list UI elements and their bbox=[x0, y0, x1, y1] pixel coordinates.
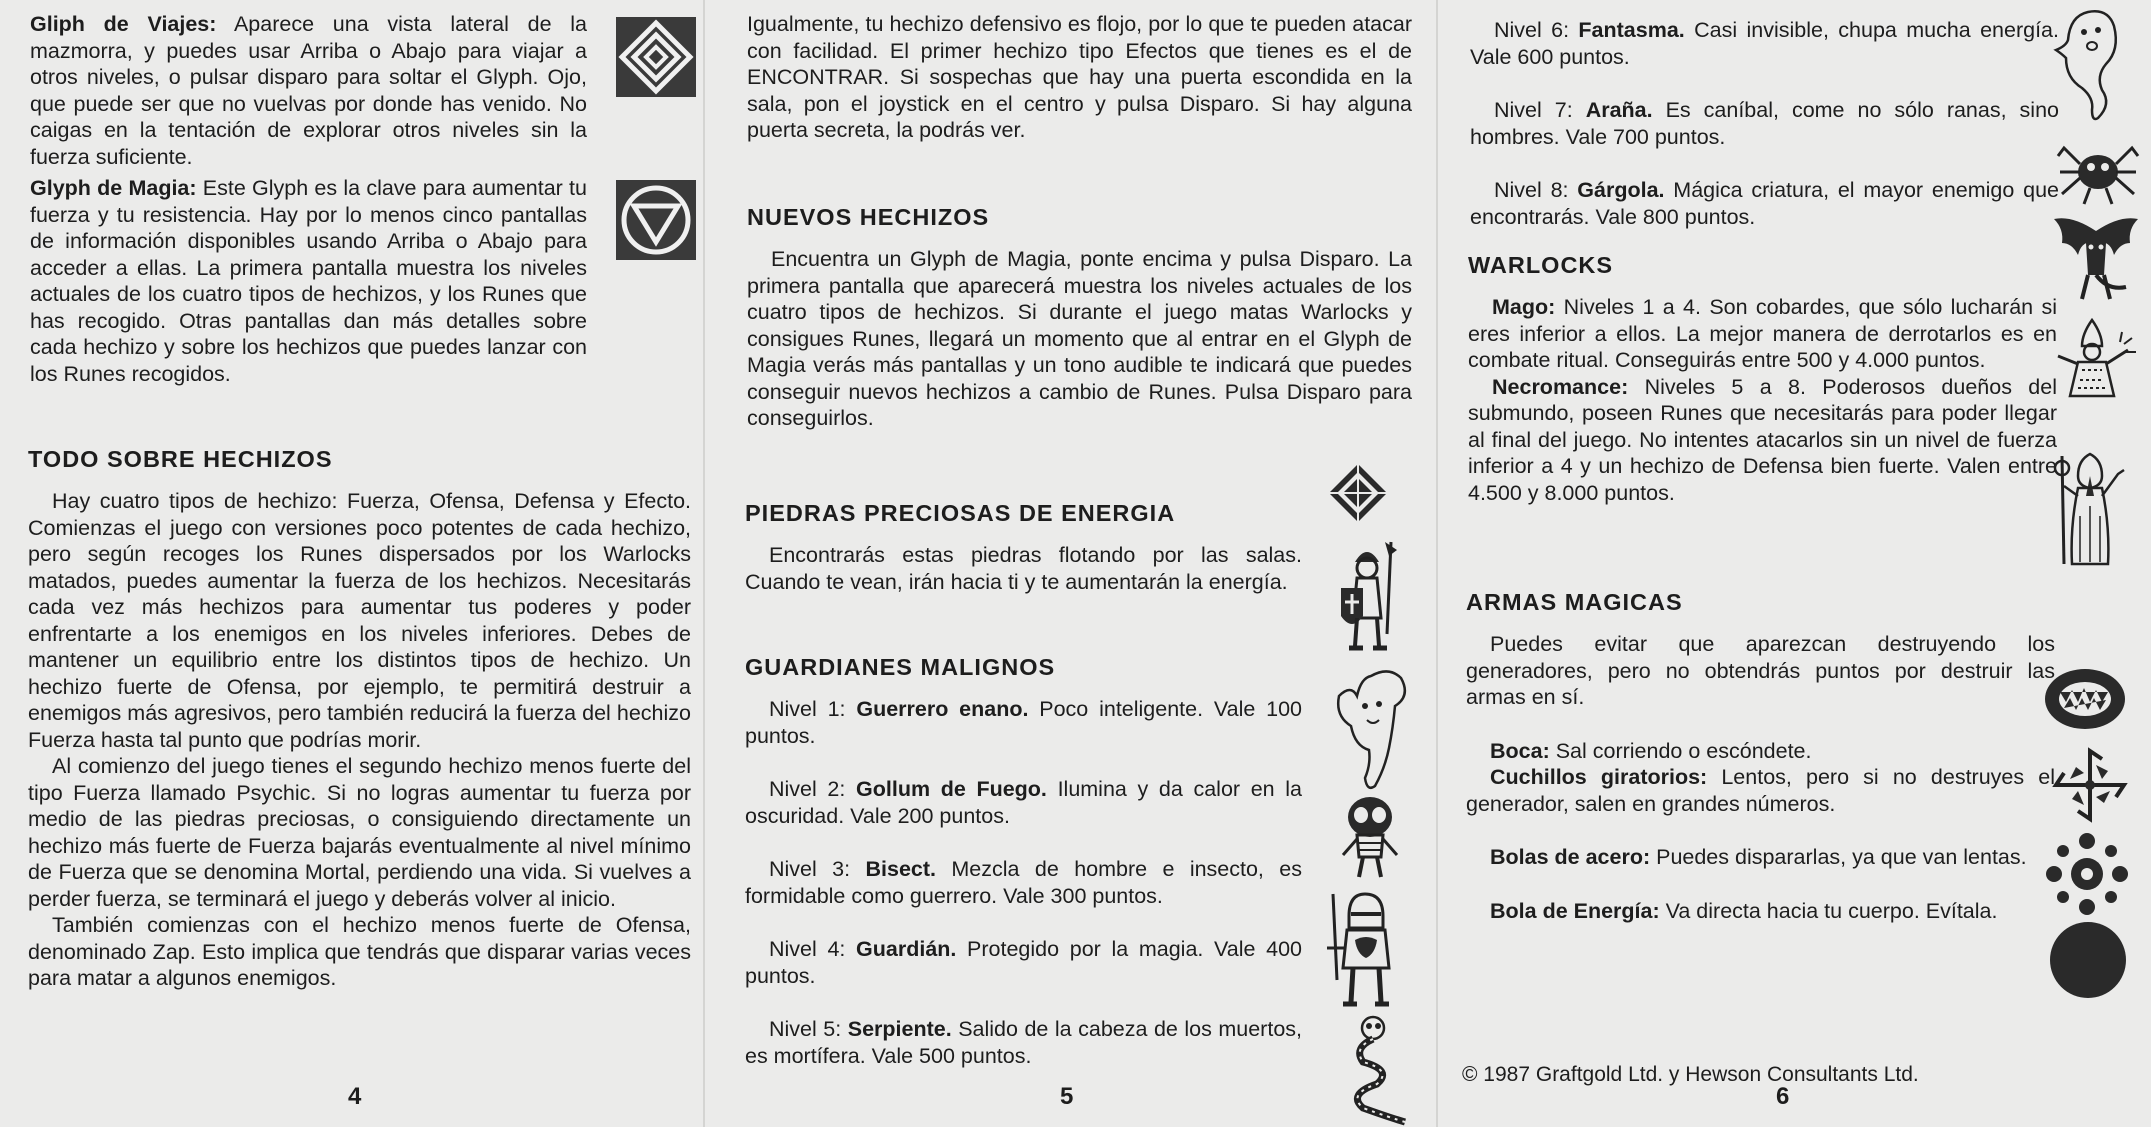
triangle-glyph-icon bbox=[616, 180, 696, 260]
level-entry: Nivel 2: Gollum de Fuego. Ilumina y da calor en la oscuridad. Vale 200 puntos. bbox=[745, 777, 1303, 828]
ghost-icon bbox=[2052, 6, 2128, 124]
glyph-viajes-text: Aparece una vista lateral de la mazmorra, y puedes usar Arriba o Abajo para viajar a otros niveles, o pulsar disparo para soltar el Glyph. Ojo, que puede ser que no vuelvas por donde has venido. No caigas en la tentación de explorar otros niveles sin la fuerza suficiente. bbox=[30, 12, 587, 169]
piedras-section bbox=[745, 498, 1302, 595]
boca-entry: Boca: Sal corriendo o escóndete. bbox=[1490, 738, 1812, 763]
nuevos-hechizos-text: Encuentra un Glyph de Magia, ponte encima y pulsa Disparo. La primera pantalla que aparecerá muestra los niveles actuales de los cuatro tipos de hechizos. Si durante el juego matas Warlocks y consigues Runes, llegará un momento que al entrar en el Glyph de Magia verás más pantallas y un tono audible te indicará que puedes conseguir nuevos hechizos a cambio de Runes. Pulsa Disparo para conseguirlos. bbox=[747, 247, 1412, 430]
intro-text: Igualmente, tu hechizo defensivo es flojo, por lo que te pueden atacar con facilidad. El primer hechizo tipo Efectos que tienes es el de ENCONTRAR. Si sospechas que hay una puerta escondida en la sala, pon el joystick en el centro y pulsa Disparo. Si hay alguna puerta secreta, la podrás ver. bbox=[747, 12, 1412, 142]
glyph-magia-title: Glyph de Magia: bbox=[30, 176, 197, 200]
glyph-viajes-paragraph bbox=[30, 11, 587, 170]
page-number: 6 bbox=[1776, 1083, 1790, 1110]
armas-section bbox=[1466, 587, 2055, 924]
hechizos-section bbox=[28, 444, 691, 992]
necromance-entry: Necromance: Niveles 5 a 8. Poderosos dueños del submundo, poseen Runes que necesitarás para poder llegar al final del juego. No intentes atacarlos sin un nivel de fuerza inferior a 4 y un hechizo de Defensa bien fuerte. Valen entre 4.500 y 8.000 puntos. bbox=[1468, 374, 2057, 505]
glyph-viajes-title: Gliph de Viajes: bbox=[30, 12, 217, 36]
glyph-magia-paragraph bbox=[30, 175, 587, 387]
mouth-icon bbox=[2042, 664, 2128, 734]
page-4 bbox=[0, 0, 703, 1127]
serpent-icon bbox=[1333, 1014, 1413, 1126]
guardianes-heading: GUARDIANES MALIGNOS bbox=[745, 654, 1056, 680]
page-5 bbox=[703, 0, 1436, 1127]
gargoyle-icon bbox=[2052, 213, 2140, 305]
bolas-entry: Bolas de acero: Puedes dispararlas, ya que van lentas. bbox=[1490, 845, 2027, 869]
level-entry: Nivel 1: Guerrero enano. Poco inteligente. Vale 100 puntos. bbox=[745, 697, 1303, 748]
guardian-knight-icon bbox=[1325, 888, 1407, 1012]
copyright: © 1987 Graftgold Ltd. y Hewson Consultants Ltd. bbox=[1462, 1063, 1919, 1086]
energy-ball-icon bbox=[2048, 920, 2128, 1000]
spider-icon bbox=[2056, 134, 2140, 208]
armas-heading: ARMAS MAGICAS bbox=[1466, 589, 1683, 615]
levels-6-8 bbox=[1470, 17, 2059, 230]
bisect-icon bbox=[1337, 795, 1403, 879]
glyph-magia-text: Este Glyph es la clave para aumentar tu fuerza y tu resistencia. Hay por lo menos cinco pantallas de información disponibles usando Arriba o Abajo para acceder a ellas. La primera pantalla muestra los niveles actuales de los cuatro tipos de hechizos, y los Runes que has recogido. Otras pantallas dan más detalles sobre cada hechizo y sobre los hechizos que puedes lanzar con los Runes recogidos. bbox=[30, 176, 587, 386]
gem-icon bbox=[1327, 462, 1389, 524]
wizard-icon bbox=[2052, 316, 2136, 400]
page-6 bbox=[1436, 0, 2151, 1127]
necromancer-icon bbox=[2050, 446, 2128, 570]
level-entry: Nivel 7: Araña. Es caníbal, come no sólo ranas, sino hombres. Vale 700 puntos. bbox=[1470, 98, 2059, 149]
level-entry: Nivel 4: Guardián. Protegido por la magia. Vale 400 puntos. bbox=[745, 937, 1302, 988]
hechizos-paragraph: Al comienzo del juego tienes el segundo hechizo menos fuerte del tipo Fuerza llamado Psychic. Si no logras aumentar tu fuerza por medio de las piedras preciosas, o consiguiendo directamente un hechizo más fuerte de Fuerza bajarás eventualmente al nivel mínimo de Fuerza que se denomina Mortal, perdiendo una vida. Si vuelves a perder fuerza, se terminará el juego y deberás volver al inicio. bbox=[28, 754, 691, 911]
spinning-knives-icon bbox=[2050, 745, 2130, 825]
fire-gollum-icon bbox=[1331, 668, 1411, 794]
mago-entry: Mago: Niveles 1 a 4. Son cobardes, que sólo lucharán si eres inferior a ellos. La mejor manera de derrotarlos es en combate ritual. Conseguirás entre 500 y 4.000 puntos. bbox=[1468, 295, 2057, 372]
page-number: 5 bbox=[1060, 1083, 1074, 1110]
bola-energia-entry: Bola de Energía: Va directa hacia tu cuerpo. Evítala. bbox=[1490, 898, 1998, 923]
level-entry: Nivel 6: Fantasma. Casi invisible, chupa mucha energía. Vale 600 puntos. bbox=[1470, 18, 2059, 69]
armas-text: Puedes evitar que aparezcan destruyendo los generadores, pero no obtendrás puntos por destruir las armas en sí. bbox=[1466, 632, 2055, 709]
level-entry: Nivel 5: Serpiente. Salido de la cabeza de los muertos, es mortífera. Vale 500 puntos. bbox=[745, 1017, 1302, 1068]
warlocks-heading: WARLOCKS bbox=[1468, 252, 1614, 278]
todo-sobre-hechizos-heading: TODO SOBRE HECHIZOS bbox=[28, 446, 333, 472]
piedras-heading: PIEDRAS PRECIOSAS DE ENERGIA bbox=[745, 500, 1176, 526]
level-entry: Nivel 3: Bisect. Mezcla de hombre e insecto, es formidable como guerrero. Vale 300 puntos. bbox=[745, 857, 1303, 908]
hechizos-paragraph: También comienzas con el hechizo menos fuerte de Ofensa, denominado Zap. Esto implica que tendrás que disparar varias veces para matar a algunos enemigos. bbox=[28, 913, 691, 990]
piedras-text: Encontrarás estas piedras flotando por las salas. Cuando te vean, irán hacia ti y te aumentarán la energía. bbox=[745, 543, 1302, 594]
intro-paragraph bbox=[747, 11, 1412, 144]
level-entry: Nivel 8: Gárgola. Mágica criatura, el mayor enemigo que encontrarás. Vale 800 puntos. bbox=[1470, 178, 2059, 229]
dwarf-warrior-icon bbox=[1333, 538, 1403, 658]
guardianes-section bbox=[745, 652, 1302, 1069]
steel-balls-icon bbox=[2042, 832, 2132, 916]
nuevos-hechizos-section bbox=[747, 202, 1412, 432]
warlocks-section bbox=[1468, 250, 2057, 506]
diamond-glyph-icon bbox=[616, 17, 696, 97]
hechizos-paragraph: Hay cuatro tipos de hechizo: Fuerza, Ofensa, Defensa y Efecto. Comienzas el juego con versiones poco potentes de cada hechizo, pero según recoges los Runes dispersados por los Warlocks matados, puedes aumentar la fuerza de los hechizos. Necesitarás cada vez más hechizos para aumentar tus poderes y poder enfrentarte a los enemigos en los niveles inferiores. Debes de mantener un equilibrio entre los distintos tipos de hechizo. Un hechizo fuerte de Ofensa, por ejemplo, te permitirá destruir a enemigos más agresivos, pero también reducirá la fuerza del hechizo Fuerza hasta tal punto que podrías morir. bbox=[28, 489, 691, 752]
cuchillos-entry: Cuchillos giratorios: Lentos, pero si no destruyes el generador, salen en grandes números. bbox=[1466, 765, 2055, 816]
nuevos-hechizos-heading: NUEVOS HECHIZOS bbox=[747, 204, 990, 230]
page-number: 4 bbox=[348, 1083, 362, 1110]
